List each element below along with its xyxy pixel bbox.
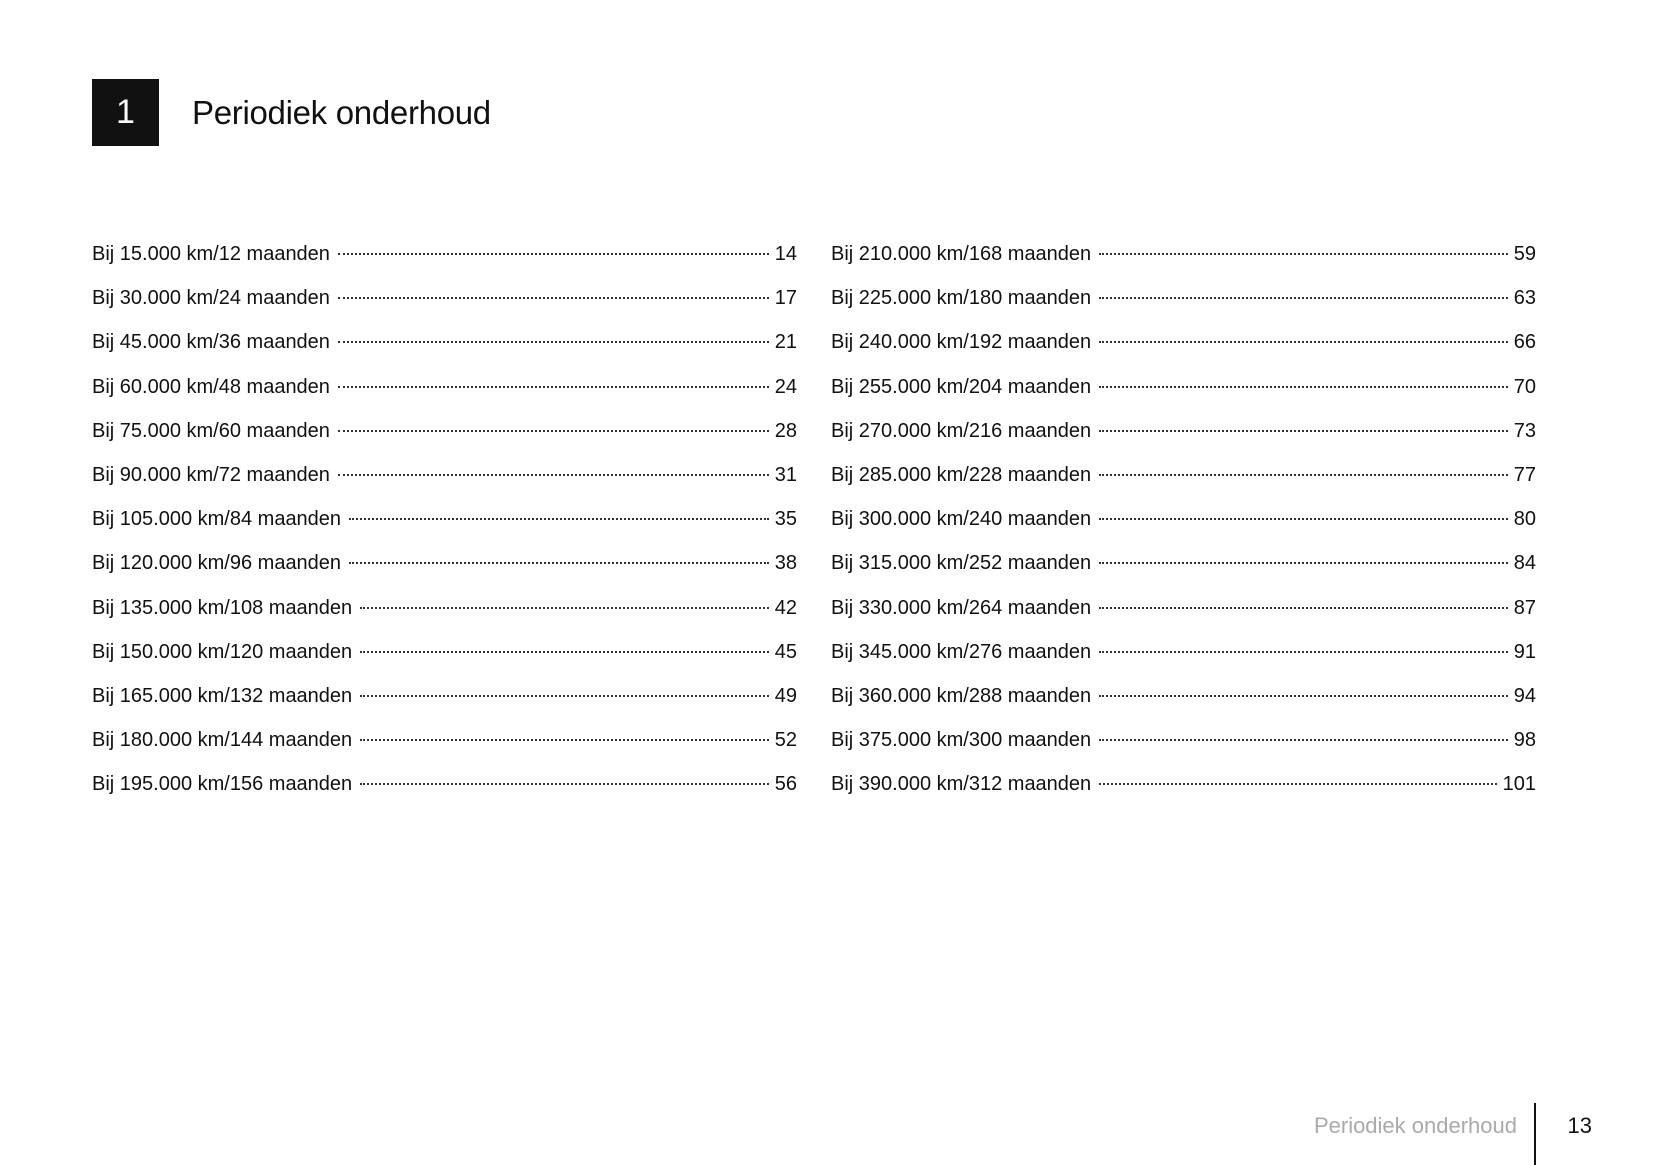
toc-dot-leader [360, 607, 769, 609]
toc-entry[interactable] [831, 718, 1536, 762]
toc-entry[interactable] [92, 718, 797, 762]
toc-entry[interactable] [92, 320, 797, 364]
toc-entry-label: Bij 330.000 km/264 maanden [831, 596, 1092, 619]
toc-dot-leader [338, 341, 769, 343]
toc-entry-label: Bij 360.000 km/288 maanden [831, 684, 1092, 707]
toc-dot-leader [1099, 430, 1508, 432]
page-footer [1253, 1103, 1653, 1165]
toc-entry-label: Bij 135.000 km/108 maanden [92, 596, 353, 619]
toc-entry[interactable] [831, 630, 1536, 674]
toc-entry[interactable] [831, 586, 1536, 630]
toc-entry[interactable] [831, 674, 1536, 718]
toc-entry-page: 70 [1513, 375, 1536, 398]
toc-dot-leader [1099, 518, 1508, 520]
toc-entry[interactable] [831, 762, 1536, 806]
toc-column-left [92, 232, 797, 806]
toc-entry[interactable] [831, 320, 1536, 364]
toc-entry[interactable] [92, 586, 797, 630]
toc-dot-leader [1099, 695, 1508, 697]
toc-entry-label: Bij 195.000 km/156 maanden [92, 773, 353, 796]
toc-entry-label: Bij 15.000 km/12 maanden [92, 243, 330, 265]
toc-entry-page: 35 [774, 508, 797, 531]
toc-entry-label: Bij 105.000 km/84 maanden [92, 508, 342, 531]
toc-dot-leader [360, 695, 769, 697]
toc-entry-label: Bij 210.000 km/168 maanden [831, 243, 1092, 265]
toc-entry-label: Bij 345.000 km/276 maanden [831, 640, 1092, 663]
toc-entry-label: Bij 255.000 km/204 maanden [831, 375, 1092, 398]
toc-entry-page: 28 [774, 419, 797, 442]
toc-entry[interactable] [831, 497, 1536, 541]
toc-entry-page: 17 [774, 287, 797, 310]
toc-entry[interactable] [831, 453, 1536, 497]
toc-dot-leader [1099, 341, 1508, 343]
toc-entry-page: 31 [774, 463, 797, 486]
toc-dot-leader [1099, 739, 1508, 741]
toc-entry-label: Bij 285.000 km/228 maanden [831, 463, 1092, 486]
toc-entry-page: 56 [774, 773, 797, 796]
toc-entry-page: 24 [774, 375, 797, 398]
toc-dot-leader [1099, 386, 1508, 388]
toc-entry-page: 84 [1513, 552, 1536, 575]
page-number: 13 [1567, 1113, 1592, 1138]
toc-entry[interactable] [92, 630, 797, 674]
toc-entry-page: 77 [1513, 463, 1536, 486]
toc-dot-leader [1099, 253, 1508, 255]
toc-entry-label: Bij 315.000 km/252 maanden [831, 552, 1092, 575]
toc-entry-label: Bij 30.000 km/24 maanden [92, 287, 330, 310]
page-title: Periodiek onderhoud [192, 93, 491, 131]
toc-entry[interactable] [92, 541, 797, 585]
toc-entry-page: 49 [774, 684, 797, 707]
toc-entry-label: Bij 180.000 km/144 maanden [92, 729, 353, 752]
toc-dot-leader [338, 474, 769, 476]
table-of-contents [92, 232, 1536, 806]
toc-entry-page: 59 [1513, 243, 1536, 265]
toc-entry-page: 38 [774, 552, 797, 575]
toc-entry[interactable] [92, 762, 797, 806]
toc-entry[interactable] [831, 232, 1536, 276]
toc-entry-label: Bij 375.000 km/300 maanden [831, 729, 1092, 752]
toc-entry-label: Bij 150.000 km/120 maanden [92, 640, 353, 663]
toc-entry-page: 66 [1513, 331, 1536, 354]
toc-entry[interactable] [92, 497, 797, 541]
toc-entry-page: 42 [774, 596, 797, 619]
toc-entry[interactable] [92, 276, 797, 320]
toc-entry-page: 14 [774, 243, 797, 265]
chapter-header [92, 79, 491, 146]
toc-entry-label: Bij 300.000 km/240 maanden [831, 508, 1092, 531]
footer-divider [1534, 1103, 1536, 1165]
toc-entry-label: Bij 90.000 km/72 maanden [92, 463, 330, 486]
toc-entry[interactable] [92, 674, 797, 718]
toc-entry-page: 73 [1513, 419, 1536, 442]
toc-entry-label: Bij 165.000 km/132 maanden [92, 684, 353, 707]
toc-entry-label: Bij 390.000 km/312 maanden [831, 773, 1092, 796]
toc-dot-leader [360, 739, 769, 741]
toc-column-right [831, 232, 1536, 806]
toc-entry-page: 63 [1513, 287, 1536, 310]
toc-entry-label: Bij 270.000 km/216 maanden [831, 419, 1092, 442]
chapter-number-badge: 1 [92, 79, 159, 146]
toc-entry[interactable] [831, 365, 1536, 409]
toc-entry-label: Bij 240.000 km/192 maanden [831, 331, 1092, 354]
toc-entry-page: 101 [1502, 773, 1536, 796]
toc-entry-page: 98 [1513, 729, 1536, 752]
toc-entry-label: Bij 75.000 km/60 maanden [92, 419, 330, 442]
toc-dot-leader [338, 297, 769, 299]
toc-dot-leader [1099, 474, 1508, 476]
toc-dot-leader [1099, 562, 1508, 564]
toc-dot-leader [338, 253, 769, 255]
toc-entry-page: 94 [1513, 684, 1536, 707]
toc-entry-label: Bij 60.000 km/48 maanden [92, 375, 330, 398]
toc-entry[interactable] [831, 276, 1536, 320]
toc-dot-leader [1099, 607, 1508, 609]
toc-dot-leader [360, 651, 769, 653]
toc-entry[interactable] [831, 541, 1536, 585]
toc-entry[interactable] [92, 453, 797, 497]
toc-entry-page: 87 [1513, 596, 1536, 619]
toc-entry-label: Bij 225.000 km/180 maanden [831, 287, 1092, 310]
toc-entry-page: 21 [774, 331, 797, 354]
toc-entry[interactable] [831, 409, 1536, 453]
toc-dot-leader [338, 386, 769, 388]
toc-entry-page: 91 [1513, 640, 1536, 663]
toc-dot-leader [1099, 651, 1508, 653]
footer-section-title: Periodiek onderhoud [1313, 1113, 1517, 1138]
toc-entry-label: Bij 120.000 km/96 maanden [92, 552, 342, 575]
toc-dot-leader [349, 518, 769, 520]
toc-dot-leader [360, 783, 769, 785]
toc-entry-page: 45 [774, 640, 797, 663]
toc-entry-page: 52 [774, 729, 797, 752]
toc-entry[interactable] [92, 365, 797, 409]
toc-dot-leader [338, 430, 769, 432]
toc-entry-label: Bij 45.000 km/36 maanden [92, 331, 330, 354]
toc-dot-leader [1099, 297, 1508, 299]
toc-entry[interactable] [92, 409, 797, 453]
toc-entry-page: 80 [1513, 508, 1536, 531]
toc-dot-leader [1099, 783, 1496, 785]
toc-dot-leader [349, 562, 769, 564]
toc-entry[interactable] [92, 232, 797, 276]
